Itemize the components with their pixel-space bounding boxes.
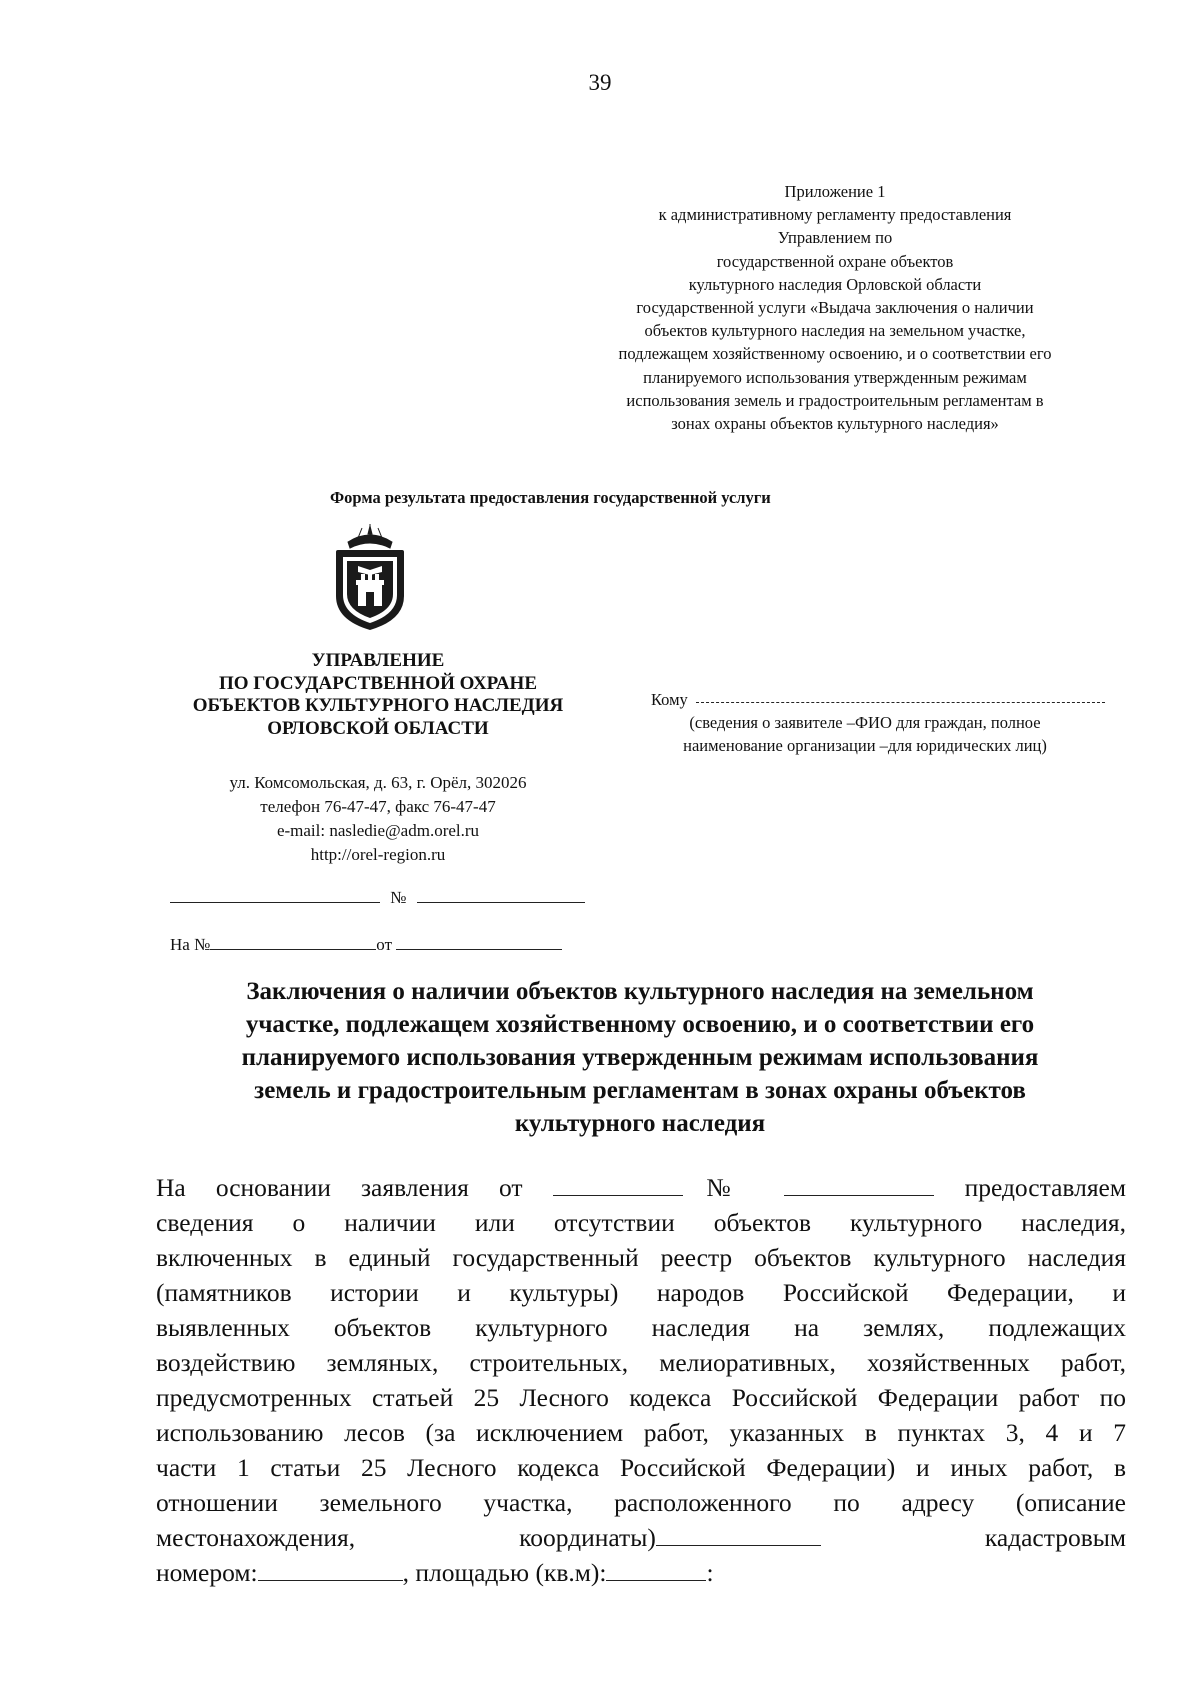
application-number-blank[interactable] (784, 1194, 934, 1196)
appendix-line: зонах охраны объектов культурного наследия» (671, 414, 999, 434)
organization-phone: телефон 76-47-47, факс 76-47-47 (260, 797, 496, 816)
registration-date-blank[interactable] (170, 901, 380, 903)
body-line: (памятников истории и культуры) народов Российской Федерации, и (156, 1278, 1126, 1307)
organization-name-line: ПО ГОСУДАРСТВЕННОЙ ОХРАНЕ (218, 672, 538, 694)
appendix-line: объектов культурного наследия на земельном участке, (644, 321, 1026, 341)
area-blank[interactable] (606, 1579, 706, 1581)
body-line-11 (156, 1520, 1126, 1555)
body-line: использованию лесов (за исключением работ, указанных в пунктах 3, 4 и 7 (156, 1418, 1126, 1447)
document-title (160, 975, 1120, 1140)
body-text-fragment: На основании заявления от (156, 1173, 523, 1202)
body-line: выявленных объектов культурного наследия на землях, подлежащих (156, 1313, 1126, 1342)
coordinates-group (519, 1523, 821, 1552)
appendix-line: государственной охране объектов (716, 251, 954, 271)
number-sign: № (682, 1173, 755, 1202)
reference-number-blank[interactable] (210, 948, 376, 950)
document-title-line: участке, подлежащем хозяйственному освоению, и о соответствии его (245, 1011, 1035, 1038)
body-line: включенных в единый государственный реестр объектов культурного наследия (156, 1243, 1126, 1272)
appendix-header (555, 180, 1115, 435)
registration-number-sign: № (390, 888, 407, 907)
registration-row (170, 888, 585, 908)
document-title-line: Заключения о наличии объектов культурного наследия на земельном (246, 978, 1034, 1005)
organization-name-line: ОРЛОВСКОЙ ОБЛАСТИ (267, 717, 489, 739)
coat-of-arms-icon (328, 522, 412, 634)
organization-name (158, 650, 598, 740)
organization-name-line: УПРАВЛЕНИЕ (311, 650, 445, 671)
body-text-fragment: , площадью (кв.м): (402, 1558, 607, 1587)
document-title-line: планируемого использования утвержденным режимам использования (241, 1044, 1039, 1071)
body-text-fragment: кадастровым (984, 1523, 1127, 1552)
body-line: предусмотренных статьей 25 Лесного кодекса Российской Федерации работ по (156, 1383, 1126, 1412)
registration-number-blank[interactable] (417, 901, 585, 903)
organization-email: e-mail: nasledie@adm.orel.ru (276, 821, 480, 840)
location-blank[interactable] (656, 1544, 821, 1546)
body-text-fragment: координаты) (519, 1523, 656, 1552)
appendix-line: к административному регламенту предоставления (658, 205, 1012, 225)
document-title-line: культурного наследия (514, 1110, 766, 1137)
appendix-line: использования земель и градостроительным регламентам в (626, 390, 1044, 410)
body-line: отношении земельного участка, расположенного по адресу (описание (156, 1488, 1126, 1517)
body-line-12 (156, 1555, 1126, 1590)
recipient-blank[interactable] (696, 701, 1105, 703)
body-text (156, 1170, 1126, 1590)
organization-address: ул. Комсомольская, д. 63, г. Орёл, 302026 (229, 773, 527, 792)
reference-from-label: от (376, 935, 393, 954)
body-line: сведения о наличии или отсутствии объектов культурного наследия, (156, 1208, 1126, 1237)
recipient-info-line: (сведения о заявителе –ФИО для граждан, полное (689, 713, 1041, 732)
recipient-line (625, 688, 1105, 711)
recipient-info-line: наименование организации –для юридических лиц) (683, 736, 1047, 755)
body-line: части 1 статьи 25 Лесного кодекса Российской Федерации) и иных работ, в (156, 1453, 1126, 1482)
appendix-line: государственной услуги «Выдача заключения о наличии (636, 298, 1034, 318)
reference-date-blank[interactable] (396, 948, 562, 950)
body-text-fragment: предоставляем (964, 1173, 1127, 1202)
body-text-fragment: : (706, 1558, 714, 1587)
application-date-blank[interactable] (553, 1194, 683, 1196)
body-text-fragment: номером: (156, 1558, 258, 1587)
application-number-group (553, 1173, 755, 1202)
organization-contacts (178, 771, 578, 867)
recipient-block (625, 688, 1105, 757)
appendix-line: культурного наследия Орловской области (688, 274, 982, 294)
recipient-label: Кому (651, 690, 688, 709)
appendix-line: Управлением по (777, 228, 893, 248)
body-text-fragment: местонахождения, (156, 1523, 356, 1552)
organization-name-line: ОБЪЕКТОВ КУЛЬТУРНОГО НАСЛЕДИЯ (192, 695, 564, 716)
appendix-line: планируемого использования утвержденным режимам (643, 367, 1027, 387)
body-line-1 (156, 1170, 1126, 1205)
cadastral-number-blank[interactable] (258, 1579, 403, 1581)
document-title-line: земель и градостроительным регламентам в зонах охраны объектов (254, 1077, 1026, 1104)
reference-prefix: На № (170, 935, 211, 954)
appendix-line: Приложение 1 (784, 182, 886, 201)
reference-row (170, 935, 562, 955)
body-line: воздействию земляных, строительных, мелиоративных, хозяйственных работ, (156, 1348, 1126, 1377)
appendix-line: подлежащем хозяйственному освоению, и о соответствии его (618, 344, 1052, 364)
organization-website: http://orel-region.ru (310, 845, 446, 864)
page-number: 39 (588, 70, 612, 95)
form-title: Форма результата предоставления государственной услуги (330, 488, 771, 507)
